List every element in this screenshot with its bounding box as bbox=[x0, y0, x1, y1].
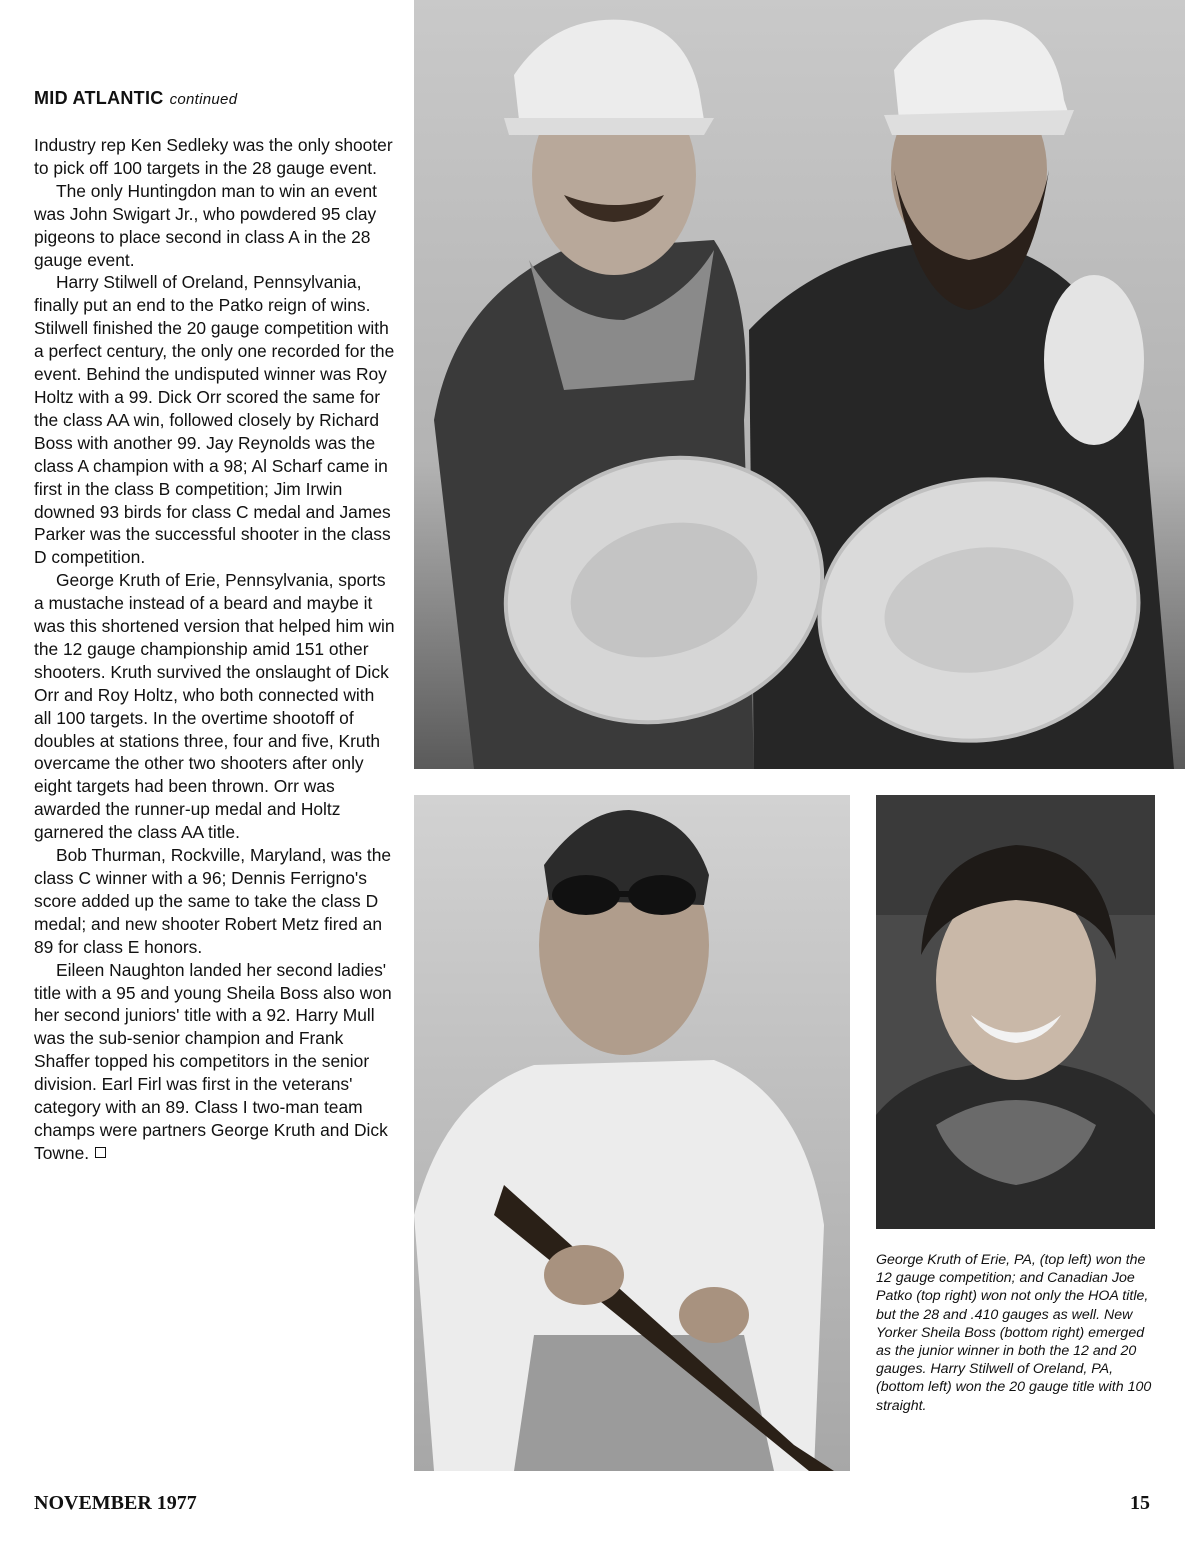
section-title: MID ATLANTIC bbox=[34, 88, 164, 108]
last-paragraph-text: Eileen Naughton landed her second ladies' title with a 95 and young Sheila Boss also won her second juniors' title with a 92. Harry Mull was the sub-senior champion and Frank Shaffer topped his competitors in the senior division. Earl Firl was first in the veterans' category with an 89. Class I two-man team champs were partners George Kruth and Dick Towne. bbox=[34, 959, 392, 1163]
issue-date: NOVEMBER 1977 bbox=[34, 1492, 197, 1514]
article-paragraph: George Kruth of Erie, Pennsylvania, sports a mustache instead of a beard and maybe it was this shortened version that helped him win the 12 gauge championship amid 151 other shooters. Kruth survived the onslaught of Dick Orr and Roy Holtz, who both connected with all 100 targets. In the overtime shootoff of doubles at stations three, four and five, Kruth overcame the other two shooters after only eight targets had been thrown. Orr was awarded the runner-up medal and Holtz garnered the class AA title. bbox=[34, 570, 395, 843]
photo-man-with-shotgun bbox=[414, 795, 850, 1471]
continued-label: continued bbox=[169, 91, 238, 108]
end-mark-icon bbox=[95, 1147, 106, 1158]
photo-two-men-graphic bbox=[414, 0, 1185, 769]
article-paragraph: The only Huntingdon man to win an event was John Swigart Jr., who powdered 95 clay pigeons to place second in class A in the 28 gauge event. bbox=[34, 180, 377, 270]
article-paragraph-last bbox=[34, 959, 396, 1165]
section-header bbox=[34, 88, 237, 109]
photo-caption: George Kruth of Erie, PA, (top left) won the 12 gauge competition; and Canadian Joe Patko (top right) won not only the HOA title, but the 28 and .410 gauges as well. New Yorker Sheila Boss (bottom right) emerged as the junior winner in both the 12 and 20 gauges. Harry Stilwell of Oreland, PA, (bottom left) won the 20 gauge title with 100 straight. bbox=[876, 1252, 1152, 1414]
article-paragraph: Bob Thurman, Rockville, Maryland, was the class C winner with a 96; Dennis Ferrigno's score added up the same to take the class D medal; and new shooter Robert Metz fired an 89 for class E honors. bbox=[34, 845, 392, 957]
article-paragraph: Harry Stilwell of Oreland, Pennsylvania, finally put an end to the Patko reign of wins. Stilwell finished the 20 gauge competition with a perfect century, the only one recorded for the event. Behind the undisputed winner was Roy Holtz with a 99. Dick Orr scored the same for the class AA win, followed closely by Richard Boss with another 99. Jay Reynolds was the class A champion with a 98; Al Scharf came in first in the class B competition; Jim Irwin downed 93 birds for class C medal and James Parker was the successful shooter in the class D competition. bbox=[34, 272, 395, 568]
article-column bbox=[34, 134, 396, 1165]
photo-man-with-shotgun-graphic bbox=[414, 795, 850, 1471]
page-number: 15 bbox=[1130, 1492, 1150, 1514]
article-paragraph: Industry rep Ken Sedleky was the only shooter to pick off 100 targets in the 28 gauge event. bbox=[34, 135, 393, 178]
photo-smiling-woman-graphic bbox=[876, 795, 1155, 1229]
photo-two-men-with-plates bbox=[414, 0, 1185, 769]
photo-smiling-woman bbox=[876, 795, 1155, 1229]
